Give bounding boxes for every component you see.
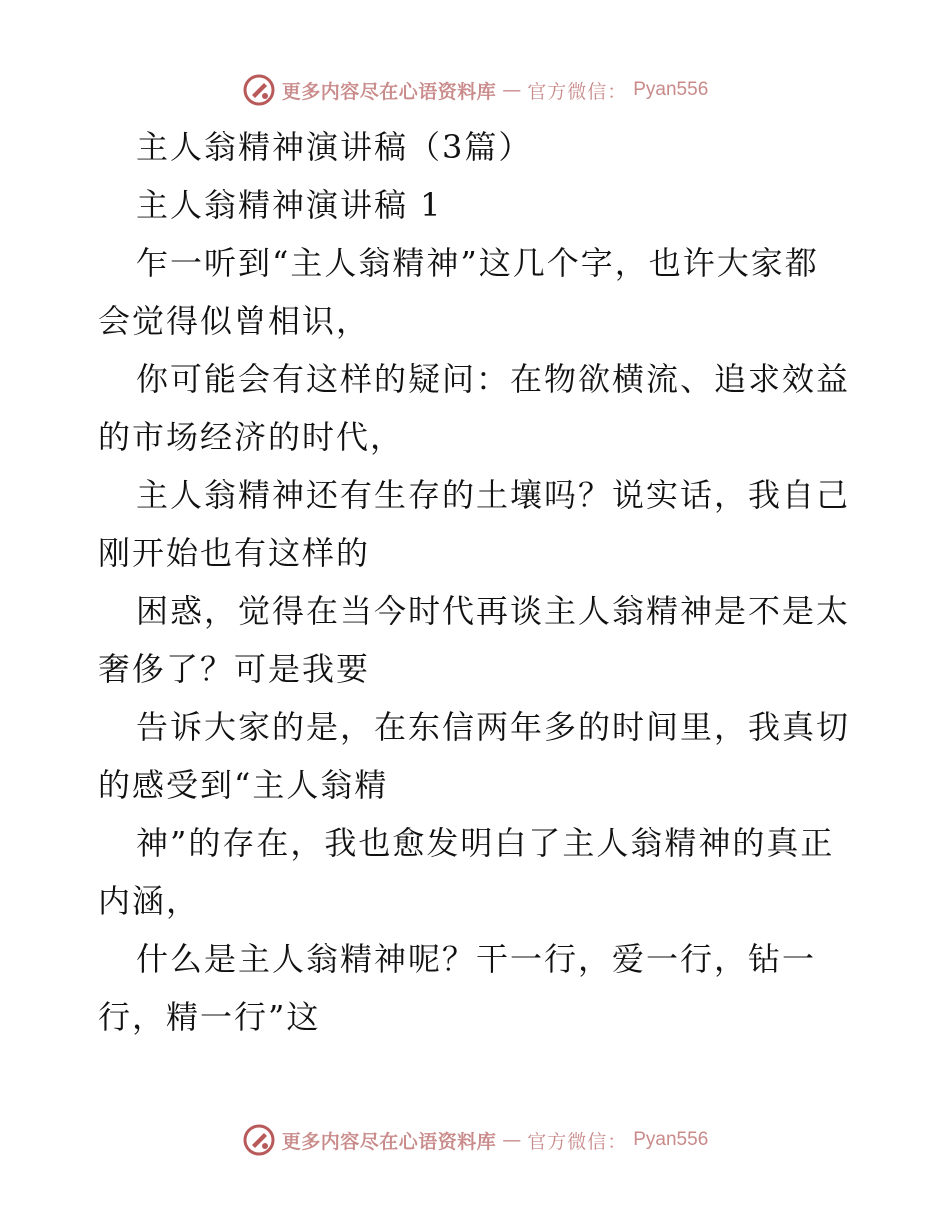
- banner-wechat-id: Pyan556: [633, 79, 709, 100]
- text-line: 的市场经济的时代，: [98, 418, 405, 456]
- footer-banner: [0, 1120, 950, 1160]
- text-line: 主人翁精神还有生存的土壤吗？说实话，我自己: [136, 476, 851, 514]
- banner-promo-text: 更多内容尽在心语资料库: [281, 1130, 497, 1153]
- text-line: 会觉得似曾相识，: [98, 302, 371, 340]
- text-line: 奢侈了？可是我要: [98, 650, 371, 688]
- document-body: [98, 118, 858, 1046]
- banner-dash: —: [502, 1129, 522, 1151]
- header-banner: [0, 70, 950, 110]
- text-line: 刚开始也有这样的: [98, 534, 371, 572]
- banner-official-label: 官方微信：: [527, 80, 628, 103]
- text-line: 主人翁精神演讲稿（3篇）: [136, 128, 533, 166]
- text-line: 内涵，: [98, 882, 201, 920]
- banner-promo-text: 更多内容尽在心语资料库: [281, 80, 497, 103]
- text-line: 困惑，觉得在当今时代再谈主人翁精神是不是太: [136, 592, 851, 630]
- banner-wechat-id: Pyan556: [633, 1129, 709, 1150]
- brand-logo-icon: [242, 1123, 276, 1157]
- text-line: 告诉大家的是，在东信两年多的时间里，我真切: [136, 708, 851, 746]
- text-line: 什么是主人翁精神呢？干一行，爱一行，钻一: [136, 940, 817, 978]
- banner-dash: —: [502, 79, 522, 101]
- text-line: 乍一听到“主人翁精神”这几个字，也许大家都: [136, 244, 819, 282]
- brand-logo-icon: [242, 73, 276, 107]
- text-line: 的感受到“主人翁精: [98, 766, 389, 804]
- banner-official-label: 官方微信：: [527, 1130, 628, 1153]
- text-line: 行，精一行”这: [98, 998, 321, 1036]
- text-line: 神”的存在，我也愈发明白了主人翁精神的真正: [136, 824, 835, 862]
- text-line: 主人翁精神演讲稿 1: [136, 186, 443, 224]
- text-line: 你可能会有这样的疑问：在物欲横流、追求效益: [136, 360, 851, 398]
